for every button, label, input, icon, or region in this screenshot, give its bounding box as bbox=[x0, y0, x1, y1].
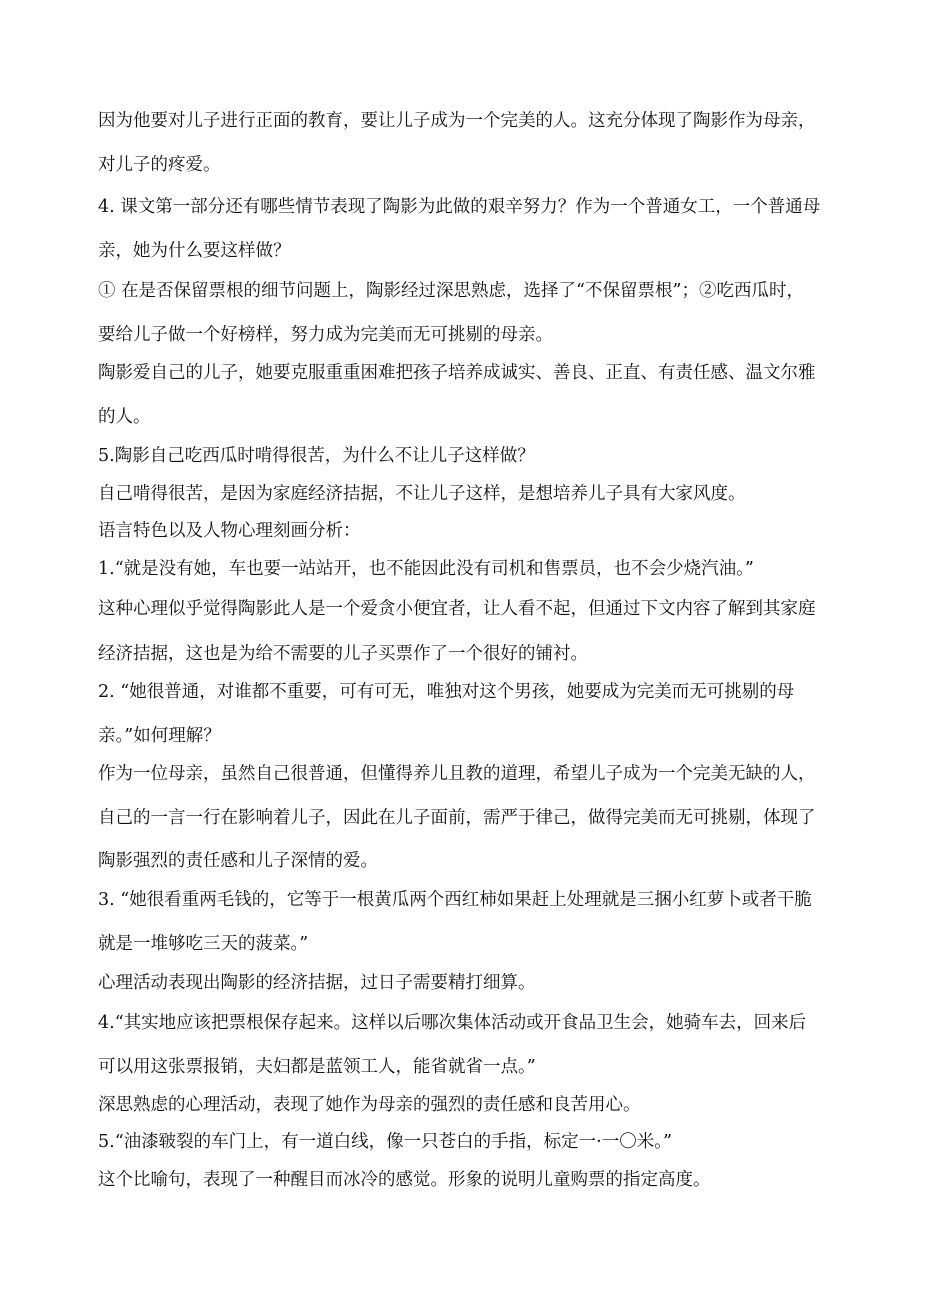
text-line: 5.“油漆皲裂的车门上，有一道白线，像一只苍白的手指，标定一·一〇米。” bbox=[98, 1132, 672, 1152]
text-line: 2. “她很普通，对谁都不重要，可有可无，唯独对这个男孩，她要成为完美而无可挑剔的母 bbox=[98, 682, 795, 702]
text-line: ① 在是否保留票根的细节问题上，陶影经过深思熟虑，选择了“不保留票根”；②吃西瓜时， bbox=[98, 281, 804, 301]
text-line: 3. “她很看重两毛钱的，它等于一根黄瓜两个西红柿如果赶上处理就是三捆小红萝卜或者干脆 bbox=[98, 890, 812, 910]
text-line: 自己啃得很苦，是因为家庭经济拮据，不让儿子这样，是想培养儿子具有大家风度。 bbox=[98, 484, 746, 504]
text-line: 5.陶影自己吃西瓜时啃得很苦，为什么不让儿子这样做？ bbox=[98, 446, 535, 466]
text-line: 就是一堆够吃三天的菠菜。” bbox=[98, 934, 309, 954]
text-line: 这个比喻句，表现了一种醒目而冰冷的感觉。形象的说明儿童购票的指定高度。 bbox=[98, 1170, 711, 1190]
text-line: 对儿子的疼爱。 bbox=[98, 155, 221, 175]
text-line: 要给儿子做一个好榜样，努力成为完美而无可挑剔的母亲。 bbox=[98, 325, 553, 345]
text-line: 作为一位母亲，虽然自己很普通，但懂得养儿且教的道理，希望儿子成为一个完美无缺的人， bbox=[98, 764, 816, 784]
text-line: 陶影强烈的责任感和儿子深情的爱。 bbox=[98, 851, 378, 871]
text-line: 自己的一言一行在影响着儿子，因此在儿子面前，需严于律己，做得完美而无可挑剔，体现了 bbox=[98, 808, 816, 828]
text-line: 亲，她为什么要这样做？ bbox=[98, 241, 291, 261]
text-line: 可以用这张票报销，夫妇都是蓝领工人，能省就省一点。” bbox=[98, 1057, 536, 1077]
text-line: 经济拮据，这也是为给不需要的儿子买票作了一个很好的铺衬。 bbox=[98, 644, 588, 664]
text-line: 因为他要对儿子进行正面的教育，要让儿子成为一个完美的人。这充分体现了陶影作为母亲， bbox=[98, 111, 816, 131]
section-heading: 语言特色以及人物心理刻画分析： bbox=[98, 521, 361, 541]
text-line: 1.“就是没有她，车也要一站站开，也不能因此没有司机和售票员，也不会少烧汽油。” bbox=[98, 559, 754, 579]
text-line: 亲。”如何理解？ bbox=[98, 726, 221, 746]
text-line: 陶影爱自己的儿子，她要克服重重困难把孩子培养成诚实、善良、正直、有责任感、温文尔雅 bbox=[98, 363, 816, 383]
text-line: 这种心理似乎觉得陶影此人是一个爱贪小便宜者，让人看不起，但通过下文内容了解到其家庭 bbox=[98, 599, 816, 619]
text-line: 心理活动表现出陶影的经济拮据，过日子需要精打细算。 bbox=[98, 973, 536, 993]
text-line: 的人。 bbox=[98, 407, 151, 427]
text-line: 4.“其实地应该把票根保存起来。这样以后哪次集体活动或开食品卫生会，她骑车去，回来后 bbox=[98, 1013, 807, 1033]
text-line: 4. 课文第一部分还有哪些情节表现了陶影为此做的艰辛努力？作为一个普通女工，一个普通母 bbox=[98, 197, 821, 217]
text-line: 深思熟虑的心理活动，表现了她作为母亲的强烈的责任感和良苦用心。 bbox=[98, 1095, 641, 1115]
